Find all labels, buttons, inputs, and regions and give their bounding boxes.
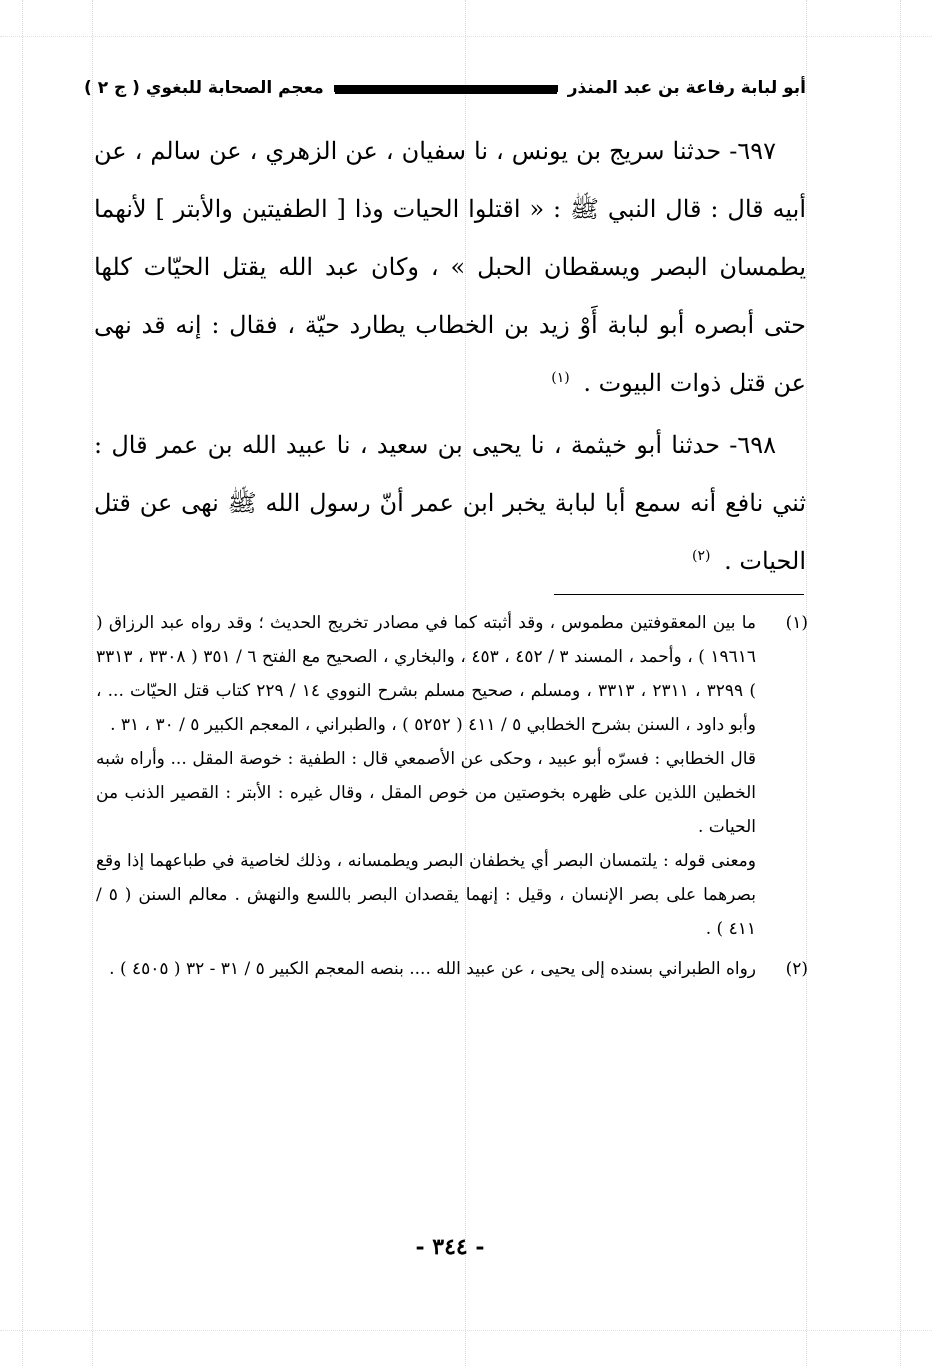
footnote-content	[96, 952, 756, 986]
footnote-paragraph: رواه الطبراني بسنده إلى يحيى ، عن عبيد الله .... بنصه المعجم الكبير ٥ / ٣١ - ٣٢ ( ٤٥٠٥ ) .	[109, 959, 756, 979]
scan-guide-line	[22, 0, 23, 1366]
scan-guide-line	[0, 1330, 932, 1331]
footnote-reference: (١)	[551, 370, 570, 386]
running-header-entry-title: أبو لبابة رفاعة بن عبد المنذر	[567, 78, 806, 98]
footnote-reference: (٢)	[692, 548, 711, 564]
footnote-paragraph: قال الخطابي : فسرّه أبو عبيد ، وحكى عن الأصمعي قال : الطفية : خوصة المقل ... وأراه شبه الخطين اللذين على ظهره بخوصتين من خوص المقل ، وقال غيره : الأبتر : القصير الذنب من الحيات .	[96, 749, 756, 837]
footnote-content	[96, 606, 756, 946]
footnote-marker: (١)	[785, 613, 808, 633]
footnote-separator	[554, 594, 804, 595]
header-rule	[334, 85, 558, 92]
footnote-marker: (٢)	[785, 959, 808, 979]
hadith-paragraph	[94, 416, 806, 590]
running-header	[84, 70, 806, 106]
scan-guide-line	[0, 36, 932, 37]
hadith-text: حدثنا سريج بن يونس ، نا سفيان ، عن الزهري ، عن سالم ، عن أبيه قال : قال النبي ﷺ : « اقتلوا الحيات وذا [ الطفيتين والأبتر ] لأنهما يطمسان البصر ويسقطان الحبل » ، وكان عبد الله يقتل الحيّات كلها حتى أبصره أبو لبابة أَوْ زيد بن الخطاب يطارد حيّة ، فقال : إنه قد نهى عن قتل ذوات البيوت .	[94, 137, 807, 397]
footnote	[96, 952, 808, 986]
main-text	[94, 122, 806, 594]
footnotes-section	[96, 606, 808, 992]
footnote	[96, 606, 808, 946]
hadith-paragraph	[94, 122, 806, 412]
footnote-paragraph: ومعنى قوله : يلتمسان البصر أي يخطفان البصر ويطمسانه ، وذلك لخاصية في طباعهما إذا وقع بصرهما على بصر الإنسان ، وقيل : إنهما يقصدان البصر باللسع والنهش . معالم السنن ( ٥ / ٤١١ ) .	[96, 851, 756, 939]
hadith-number: ٦٩٧-	[729, 137, 776, 165]
hadith-number: ٦٩٨-	[729, 431, 776, 459]
scan-guide-line	[92, 0, 93, 1366]
hadith-text: حدثنا أبو خيثمة ، نا يحيى بن سعيد ، نا عبيد الله بن عمر قال : ثني نافع أنه سمع أبا لبابة يخبر ابن عمر أنّ رسول الله ﷺ نهى عن قتل الحيات .	[94, 431, 806, 575]
scan-guide-line	[900, 0, 901, 1366]
running-header-book-title: معجم الصحابة للبغوي ( ج ٢ )	[84, 78, 324, 98]
footnote-paragraph: ما بين المعقوفتين مطموس ، وقد أثبته كما في مصادر تخريج الحديث ؛ وقد رواه عبد الرزاق ( ١٩٦١٦ ) ، وأحمد ، المسند ٣ / ٤٥٢ ، ٤٥٣ ، والبخاري ، الصحيح مع الفتح ٦ / ٣٥١ ( ٣٣٠٨ ، ٣٣١٣ ) ٣٢٩٩ ، ٢٣١١ ، ٣٣١٣ ، ومسلم ، صحيح مسلم بشرح النووي ١٤ / ٢٢٩ كتاب قتل الحيّات ... ، وأبو داود ، السنن بشرح الخطابي ٥ / ٤١١ ( ٥٢٥٢ ) ، والطبراني ، المعجم الكبير ٥ / ٣٠ ، ٣١ .	[96, 613, 756, 735]
page-number: - ٣٤٤ -	[415, 1234, 485, 1260]
